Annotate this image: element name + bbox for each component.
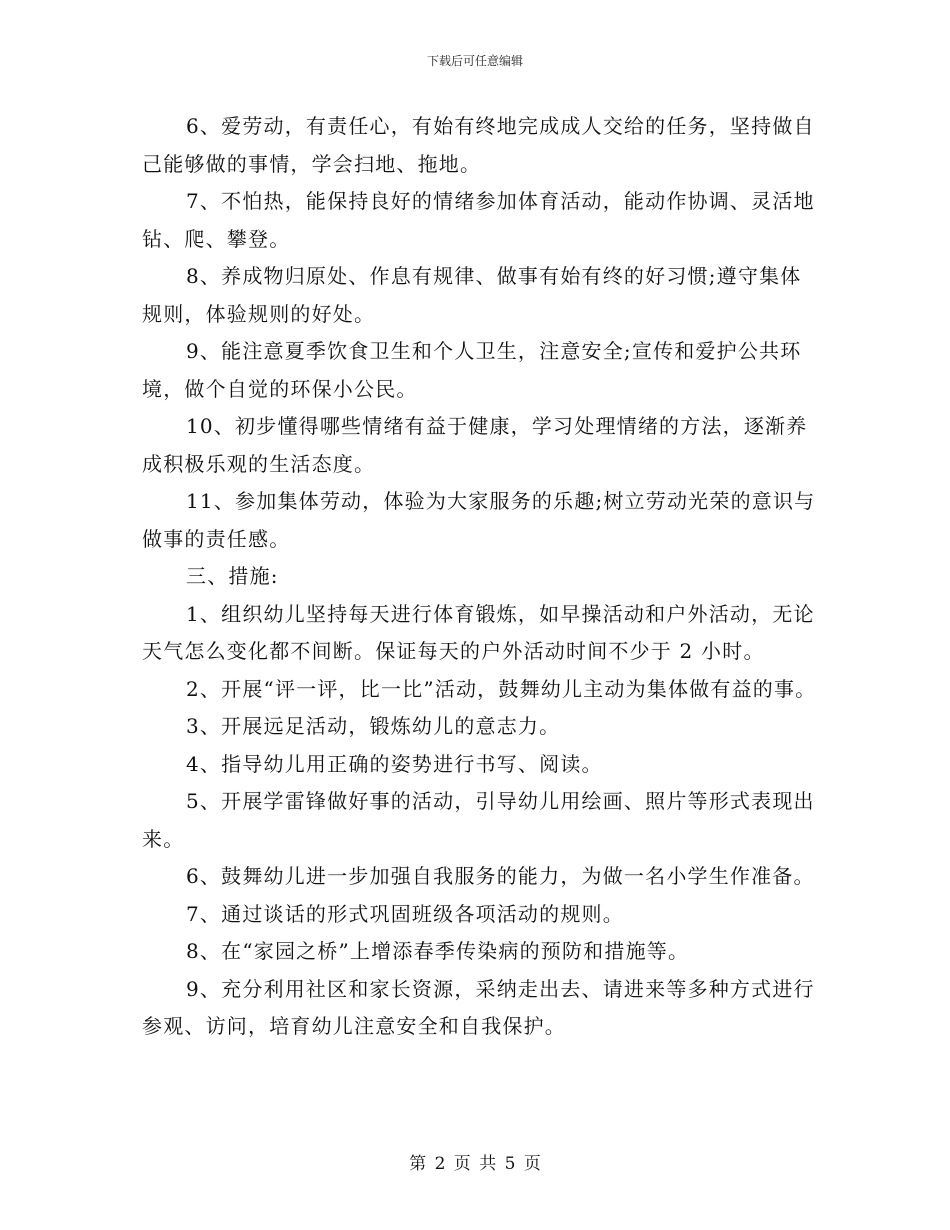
section-heading-measures: 三、措施: <box>186 564 279 588</box>
paragraph-goal-10: 10、初步懂得哪些情绪有益于健康，学习处理情绪的方法，逐渐养成积极乐观的生活态度。 <box>142 414 808 476</box>
paragraph-measure-8: 8、在“家园之桥”上增添春季传染病的预防和措施等。 <box>186 939 690 963</box>
paragraph-measure-2: 2、开展“评一评，比一比”活动，鼓舞幼儿主动为集体做有益的事。 <box>186 676 817 701</box>
paragraph-goal-11: 11、参加集体劳动，体验为大家服务的乐趣;树立劳动光荣的意识与做事的责任感。 <box>142 489 816 551</box>
paragraph-measure-6: 6、鼓舞幼儿进一步加强自我服务的能力，为做一名小学生作准备。 <box>186 864 815 888</box>
paragraph-measure-1: 1、组织幼儿坚持每天进行体育锻炼，如早操活动和户外活动，无论天气怎么变化都不间断。保证每天的户外活动时间不少于 2 小时。 <box>142 601 815 663</box>
page-footer: 第 2 页 共 5 页 <box>409 1154 541 1174</box>
paragraph-goal-6: 6、爱劳动，有责任心，有始有终地完成成人交给的任务，坚持做自己能够做的事情，学会扫地、拖地。 <box>142 114 815 176</box>
paragraph-goal-9: 9、能注意夏季饮食卫生和个人卫生，注意安全;宣传和爱护公共环境，做个自觉的环保小公民。 <box>142 339 802 401</box>
document-body <box>142 108 822 1046</box>
paragraph-measure-5: 5、开展学雷锋做好事的活动，引导幼儿用绘画、照片等形式表现出来。 <box>142 789 815 851</box>
paragraph-measure-4: 4、指导幼儿用正确的姿势进行书写、阅读。 <box>186 751 603 776</box>
paragraph-measure-9: 9、充分利用社区和家长资源，采纳走出去、请进来等多种方式进行参观、访问，培育幼儿注意安全和自我保护。 <box>142 976 815 1038</box>
paragraph-measure-7: 7、通过谈话的形式巩固班级各项活动的规则。 <box>186 901 624 926</box>
page-header: 下载后可任意编辑 <box>426 54 523 68</box>
paragraph-goal-7: 7、不怕热，能保持良好的情绪参加体育活动，能动作协调、灵活地钻、爬、攀登。 <box>142 189 815 251</box>
paragraph-measure-3: 3、开展远足活动，锻炼幼儿的意志力。 <box>186 714 561 738</box>
paragraph-goal-8: 8、养成物归原处、作息有规律、做事有始有终的好习惯;遵守集体规则，体验规则的好处。 <box>142 264 802 326</box>
